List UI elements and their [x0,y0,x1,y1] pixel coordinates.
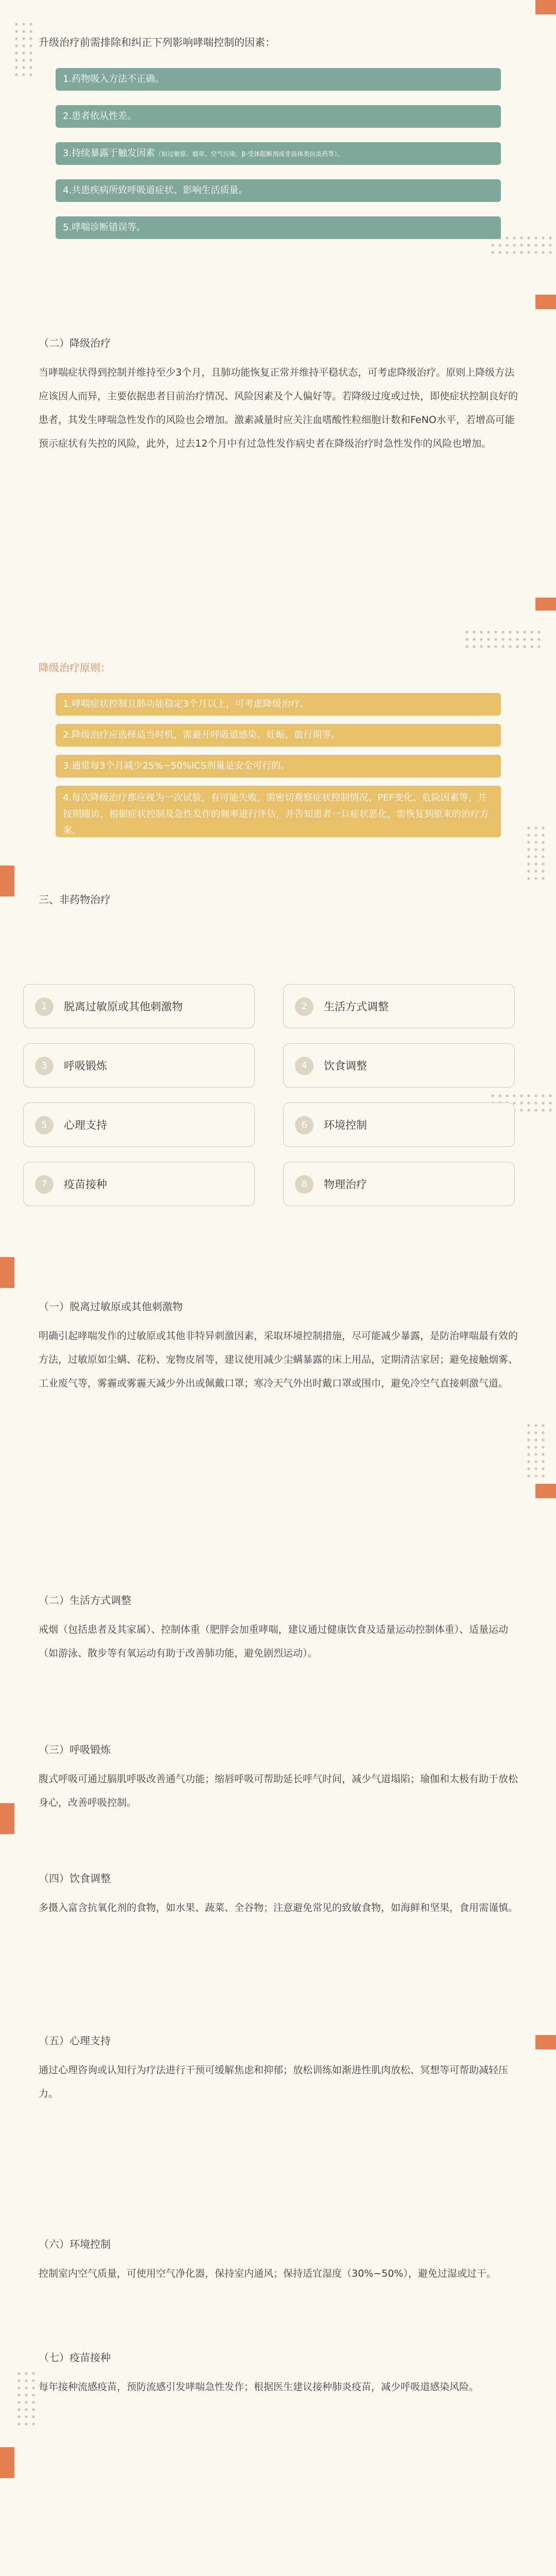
upgrade-item-2: 2.患者依从性差。 [56,105,501,128]
card-number: 1 [35,997,54,1016]
decor-dots [463,629,541,649]
card-1 [23,984,255,1028]
detail-4-title: （四）饮食调整 [39,1872,111,1885]
card-4 [283,1043,515,1088]
detail-3-text: 腹式呼吸可通过膈肌呼吸改善通气功能；缩唇呼吸可帮助延长呼气时间，减少气道塌陷；瑜伽和太极有助于放松身心，改善呼吸控制。 [39,1773,518,1808]
upgrade-item-1: 1.药物吸入方法不正确。 [56,68,501,91]
decor-bar [0,866,14,896]
decor-bar [0,1257,14,1288]
card-number: 6 [295,1116,314,1134]
card-label: 脱离过敏原或其他刺激物 [64,1001,183,1013]
card-label: 呼吸锻炼 [64,1060,107,1072]
detail-7-title: （七）疫苗接种 [39,2351,111,2364]
decor-dots [13,21,33,77]
card-number: 7 [35,1175,54,1194]
card-number: 4 [295,1057,314,1075]
card-6 [283,1103,515,1147]
decor-bar [535,598,556,611]
upgrade-item-3-note: （如过敏原、烟草、空气污染、β-受体阻断剂或非甾体类抗炎药等）。 [155,150,344,158]
card-label: 生活方式调整 [324,1001,389,1013]
decor-bar [535,1484,556,1498]
detail-3-title: （三）呼吸锻炼 [39,1743,111,1756]
upgrade-item-4: 4.共患疾病所致呼吸道症状、影响生活质量。 [56,179,501,202]
detail-7-text: 每年接种流感疫苗，预防流感引发哮喘急性发作；根据医生建议接种肺炎疫苗，减少呼吸道感染风险。 [39,2381,479,2393]
upgrade-item-3-label: 3.持续暴露于触发因素 [63,148,155,159]
stepdown-title: （二）降级治疗 [39,337,111,349]
card-8 [283,1162,515,1206]
card-number: 5 [35,1116,54,1134]
card-2 [283,984,515,1028]
detail-2-title: （二）生活方式调整 [39,1594,131,1606]
decor-bar [0,1803,14,1834]
card-3 [23,1043,255,1088]
card-label: 饮食调整 [324,1060,367,1072]
principle-1: 1.哮喘症状控制且肺功能稳定3个月以上，可考虑降级治疗。 [56,693,501,716]
upgrade-item-3 [56,142,501,165]
card-number: 2 [295,997,314,1016]
decor-bar [535,0,556,14]
upgrade-item-5: 5.哮喘诊断错误等。 [56,216,501,239]
card-label: 疫苗接种 [64,1178,107,1191]
upgrade-intro: 升级治疗前需排除和纠正下列影响哮喘控制的因素： [39,36,275,48]
detail-5-title: （五）心理支持 [39,2035,111,2047]
detail-6-text: 控制室内空气质量，可使用空气净化器，保持室内通风；保持适宜湿度（30%~50%），避免过湿或过干。 [39,2268,496,2279]
detail-1-text: 明确引起哮喘发作的过敏原或其他非特异刺激因素，采取环境控制措施，尽可能减少暴露，是防治哮喘最有效的方法，过敏原如尘螨、花粉、宠物皮屑等，建议使用减少尘螨暴露的床上用品，定期清洁家居；避免接触烟雾、工业废气等，雾霾或雾霾天减少外出或佩戴口罩；寒冷天气外出时戴口罩或围巾，避免冷空气直接刺激气道。 [39,1330,518,1389]
decor-bar [535,295,556,309]
detail-2-text: 戒烟（包括患者及其家属）、控制体重（肥胖会加重哮喘，建议通过健康饮食及适量运动控制体重）、适量运动（如游泳、散步等有氧运动有助于改善肺功能，避免剧烈运动）。 [39,1624,509,1659]
decor-bar [535,2035,556,2049]
card-number: 8 [295,1175,314,1194]
nondrug-title: 三、非药物治疗 [39,893,111,906]
card-number: 3 [35,1057,54,1075]
principle-3: 3.通常每3个月减少25%~50%ICS剂量是安全可行的。 [56,755,501,777]
detail-5-text: 通过心理咨询或认知行为疗法进行干预可缓解焦虑和抑郁；放松训练如渐进性肌肉放松、冥想等可帮助减轻压力。 [39,2064,509,2099]
principle-4: 4.每次降级治疗都应视为一次试验，有可能失败，需密切观察症状控制情况、PEF变化、危险因素等，并按期随访，根据症状控制及急性发作的频率进行评估，并告知患者一旦症状恶化，需恢复到原来的治疗方案。 [56,786,501,837]
detail-4-text: 多摄入富含抗氧化剂的食物，如水果、蔬菜、全谷物；注意避免常见的致敏食物，如海鲜和坚果，食用需谨慎。 [39,1902,518,1913]
card-5 [23,1103,255,1147]
principle-2: 2.降级治疗应选择适当时机，需避开呼吸道感染、妊娠、旅行期等。 [56,724,501,747]
card-label: 物理治疗 [324,1178,367,1191]
stepdown-paragraph: 当哮喘症状得到控制并维持至少3个月，且肺功能恢复正常并维持平稳状态，可考虑降级治疗。原则上降级方法应该因人而异，主要依据患者目前治疗情况、风险因素及个人偏好等。若降级过度或过快，即使症状控制良好的患者，其发生哮喘急性发作的风险也会增加。激素减量时应关注血嗜酸性粒细胞计数和FeNO水平，若增高可能预示症状有失控的风险，此外，过去12个月中有过急性发作病史者在降级治疗时急性发作的风险也增加。 [39,367,518,449]
card-label: 环境控制 [324,1119,367,1131]
decor-dots [15,2370,36,2427]
card-7 [23,1162,255,1206]
principles-title: 降级治疗原则： [39,662,111,674]
decor-bar [0,2447,14,2478]
decor-dots [525,824,546,881]
decor-dots [525,1422,546,1479]
detail-6-title: （六）环境控制 [39,2238,111,2250]
detail-1-title: （一）脱离过敏原或其他刺激物 [39,1300,183,1313]
card-label: 心理支持 [64,1119,107,1131]
